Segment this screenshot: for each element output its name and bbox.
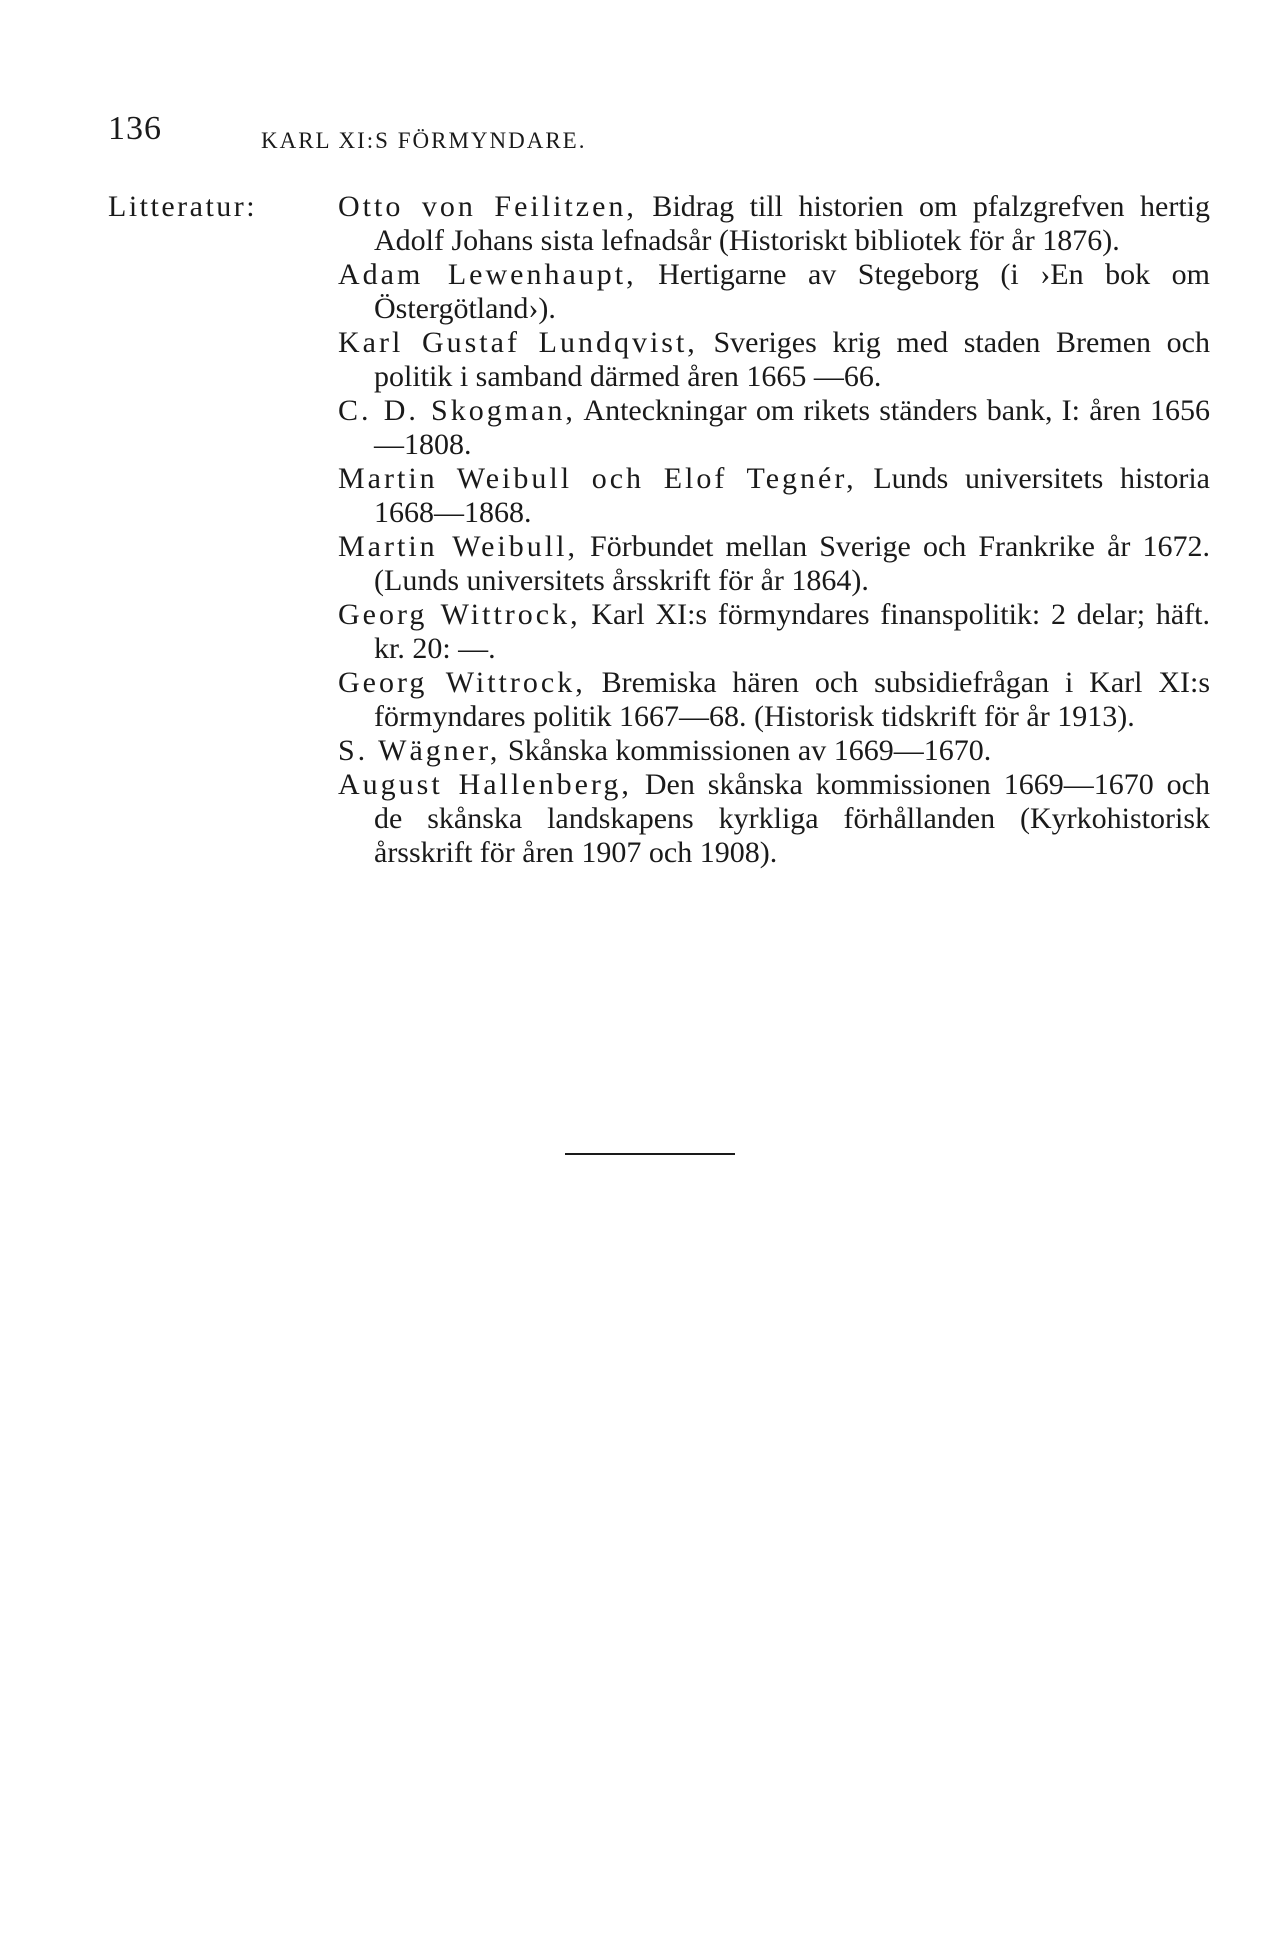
page-number: 136 <box>108 110 162 147</box>
bibliography-entry <box>338 258 1210 326</box>
entry-text: Bremiska hären och subsidiefrågan i Karl XI:s förmyndares politik 1667—68. (Historisk tidskrift för år 1913). <box>374 666 1211 733</box>
entry-author: Georg Wittrock, <box>338 598 581 631</box>
entry-text: Hertigarne av Stegeborg (i ›En bok om Östergötland›). <box>374 258 1210 325</box>
entry-author: S. Wägner, <box>338 734 501 767</box>
entry-text: Sveriges krig med staden Bremen och politik i samband därmed åren 1665 —66. <box>374 326 1210 393</box>
entry-author: Martin Weibull och Elof Tegnér, <box>338 462 857 495</box>
entry-author: August Hallenberg, <box>338 768 632 801</box>
entry-text: Bidrag till historien om pfalzgrefven hertig Adolf Johans sista lefnadsår (Historiskt bibliotek för år 1876). <box>374 190 1210 257</box>
page-header <box>108 110 1208 153</box>
bibliography-entry <box>338 598 1210 666</box>
bibliography-entry <box>338 768 1210 870</box>
entry-text: Anteckningar om rikets ständers bank, I: åren 1656—1808. <box>374 394 1210 461</box>
bibliography-entry <box>338 734 1210 768</box>
bibliography-list <box>338 190 1210 870</box>
entry-author: Georg Wittrock, <box>338 666 586 699</box>
entry-author: C. D. Skogman, <box>338 394 576 427</box>
literature-label: Litteratur: <box>108 190 258 223</box>
entry-author: Karl Gustaf Lundqvist, <box>338 326 698 359</box>
bibliography-entry <box>338 394 1210 462</box>
entry-author: Adam Lewenhaupt, <box>338 258 637 291</box>
bibliography-entry <box>338 666 1210 734</box>
bibliography-entry <box>338 190 1210 258</box>
entry-text: Lunds universitets historia 1668—1868. <box>374 462 1211 529</box>
running-head: KARL XI:S FÖRMYNDARE. <box>261 128 587 153</box>
entry-text: Förbundet mellan Sverige och Frankrike år 1672. (Lunds universitets årsskrift för år 1864). <box>374 530 1211 597</box>
entry-text: Karl XI:s förmyndares finanspolitik: 2 delar; häft. kr. 20: —. <box>374 598 1210 665</box>
entry-text: Den skånska kommissionen 1669—1670 och de skånska landskapens kyrkliga förhållanden (Kyrkohistorisk årsskrift för åren 1907 och 1908). <box>374 768 1210 869</box>
bibliography-entry <box>338 326 1210 394</box>
bibliography-entry <box>338 530 1210 598</box>
entry-text: Skånska kommissionen av 1669—1670. <box>500 734 992 767</box>
section-divider <box>565 1153 735 1155</box>
entry-author: Martin Weibull, <box>338 530 578 563</box>
bibliography-entry <box>338 462 1210 530</box>
entry-author: Otto von Feilitzen, <box>338 190 637 223</box>
